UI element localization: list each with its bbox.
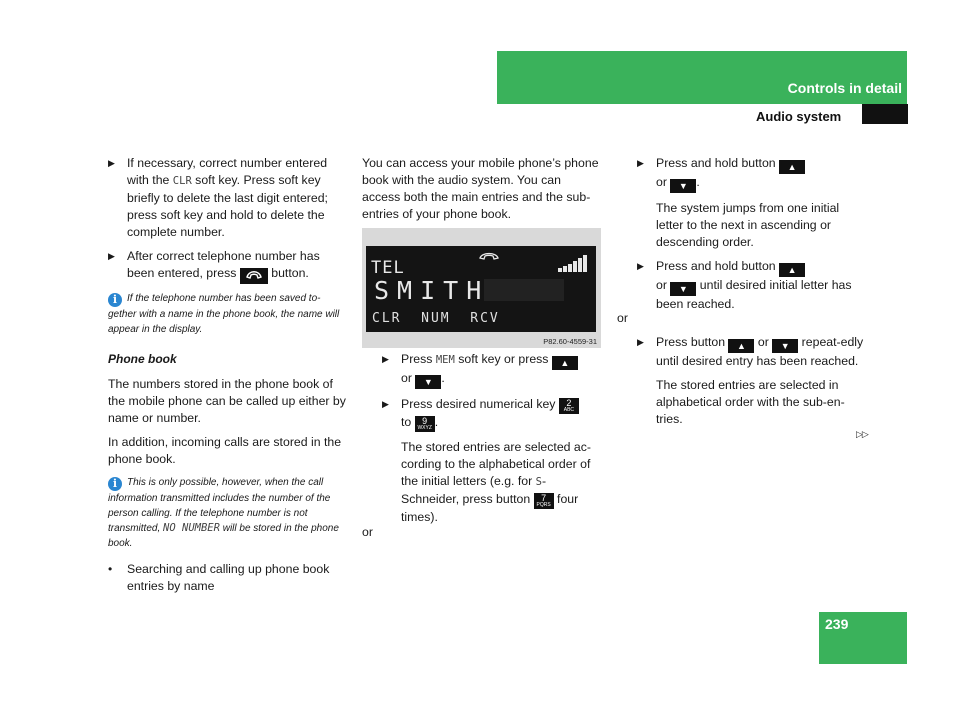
list-item: • Searching and calling up phone book entries by name xyxy=(108,562,330,593)
display-line-name: SMITH xyxy=(374,276,490,305)
list-item: ▶ Press desired numerical key 2 ABC to 9 WXYZ . xyxy=(382,396,604,432)
triangle-bullet-icon: ▶ xyxy=(108,158,115,168)
triangle-bullet-icon: ▶ xyxy=(382,354,389,364)
signal-strength-icon xyxy=(558,254,590,272)
display-text: S xyxy=(535,476,542,488)
display-softkeys: CLR NUM RCV xyxy=(372,311,500,326)
audio-display xyxy=(366,246,596,332)
info-icon: i xyxy=(108,477,122,491)
paragraph: You can access your mobile phone’s phone book with the audio system. You can access both the main entries and the sub-entries of your phone book. xyxy=(362,156,599,221)
subheading: Phone book xyxy=(108,352,177,366)
or-separator: or xyxy=(362,525,373,539)
down-arrow-button-icon: ▼ xyxy=(670,179,696,193)
paragraph: The stored entries are selected ac-cording to the alphabetical order of the initial letters (e.g. for S-Schneider, press button 7 PQRS four times). xyxy=(401,440,592,524)
list-item: ▶ Press and hold button ▲ or ▼ . xyxy=(637,155,867,193)
column-middle xyxy=(362,155,602,230)
key-2-icon: 2 ABC xyxy=(559,398,579,414)
key-9-icon: 9 WXYZ xyxy=(415,416,435,432)
column-left xyxy=(108,155,348,602)
up-arrow-button-icon: ▲ xyxy=(728,339,754,353)
softkey-label: CLR xyxy=(172,175,192,187)
softkey-label: MEM xyxy=(435,354,455,366)
paragraph: The numbers stored in the phone book of the mobile phone can be called up either by name or number. xyxy=(108,377,346,425)
section-title: Controls in detail xyxy=(787,80,902,96)
up-arrow-button-icon: ▲ xyxy=(552,356,578,370)
display-figure xyxy=(362,228,601,348)
paragraph: The system jumps from one initial letter to the next in ascending or descending order. xyxy=(656,201,840,249)
column-right-lower xyxy=(637,334,867,435)
up-arrow-button-icon: ▲ xyxy=(779,160,805,174)
list-item: ▶ Press button ▲ or ▼ repeat-edly until desired entry has been reached. xyxy=(637,335,864,368)
down-arrow-button-icon: ▼ xyxy=(670,282,696,296)
phone-button-icon xyxy=(240,268,268,284)
paragraph: The stored entries are selected in alphabetical order with the sub-en-tries. xyxy=(656,378,845,426)
list-item: ▶ Press and hold button ▲ or ▼ until desired initial letter has been reached. xyxy=(637,259,852,311)
column-middle-steps xyxy=(382,351,604,533)
triangle-bullet-icon: ▶ xyxy=(637,261,644,271)
figure-caption: P82.60-4559-31 xyxy=(543,337,597,346)
triangle-bullet-icon: ▶ xyxy=(382,399,389,409)
continue-arrows-icon: ▷▷ xyxy=(856,429,868,439)
header-band xyxy=(497,51,907,104)
info-note: i This is only possible, however, when the call information transmitted includes the number of the person calling. If the telephone number is not transmitted, NO NUMBER will be stored in the phone book. xyxy=(108,477,339,549)
column-right xyxy=(637,155,867,320)
paragraph: In addition, incoming calls are stored in the phone book. xyxy=(108,435,342,466)
handset-icon xyxy=(478,250,500,263)
display-line-tel: TEL xyxy=(371,258,405,278)
list-item: ▶ After correct telephone number has been entered, press button. xyxy=(108,248,348,284)
or-separator: or xyxy=(617,311,628,325)
up-arrow-button-icon: ▲ xyxy=(779,263,805,277)
info-note: i If the telephone number has been saved to-gether with a name in the phone book, the name will appear in the display. xyxy=(108,293,340,335)
page-number: 239 xyxy=(825,616,849,632)
down-arrow-button-icon: ▼ xyxy=(415,375,441,389)
down-arrow-button-icon: ▼ xyxy=(772,339,798,353)
triangle-bullet-icon: ▶ xyxy=(637,337,644,347)
info-icon: i xyxy=(108,293,122,307)
section-subtitle: Audio system xyxy=(756,109,842,124)
header-tab-marker xyxy=(862,104,908,124)
key-7-icon: 7 PQRS xyxy=(534,493,554,509)
display-text: NO NUMBER xyxy=(163,522,220,534)
triangle-bullet-icon: ▶ xyxy=(108,251,115,261)
triangle-bullet-icon: ▶ xyxy=(637,158,644,168)
list-item: ▶ Press MEM soft key or press ▲ or ▼ . xyxy=(382,351,604,389)
display-segment-background xyxy=(484,279,564,301)
list-item: ▶ If necessary, correct number entered with the CLR soft key. Press soft key briefly to delete the last digit entered; press soft key and hold to delete the complete number. xyxy=(108,156,328,239)
dot-bullet-icon: • xyxy=(108,562,113,576)
